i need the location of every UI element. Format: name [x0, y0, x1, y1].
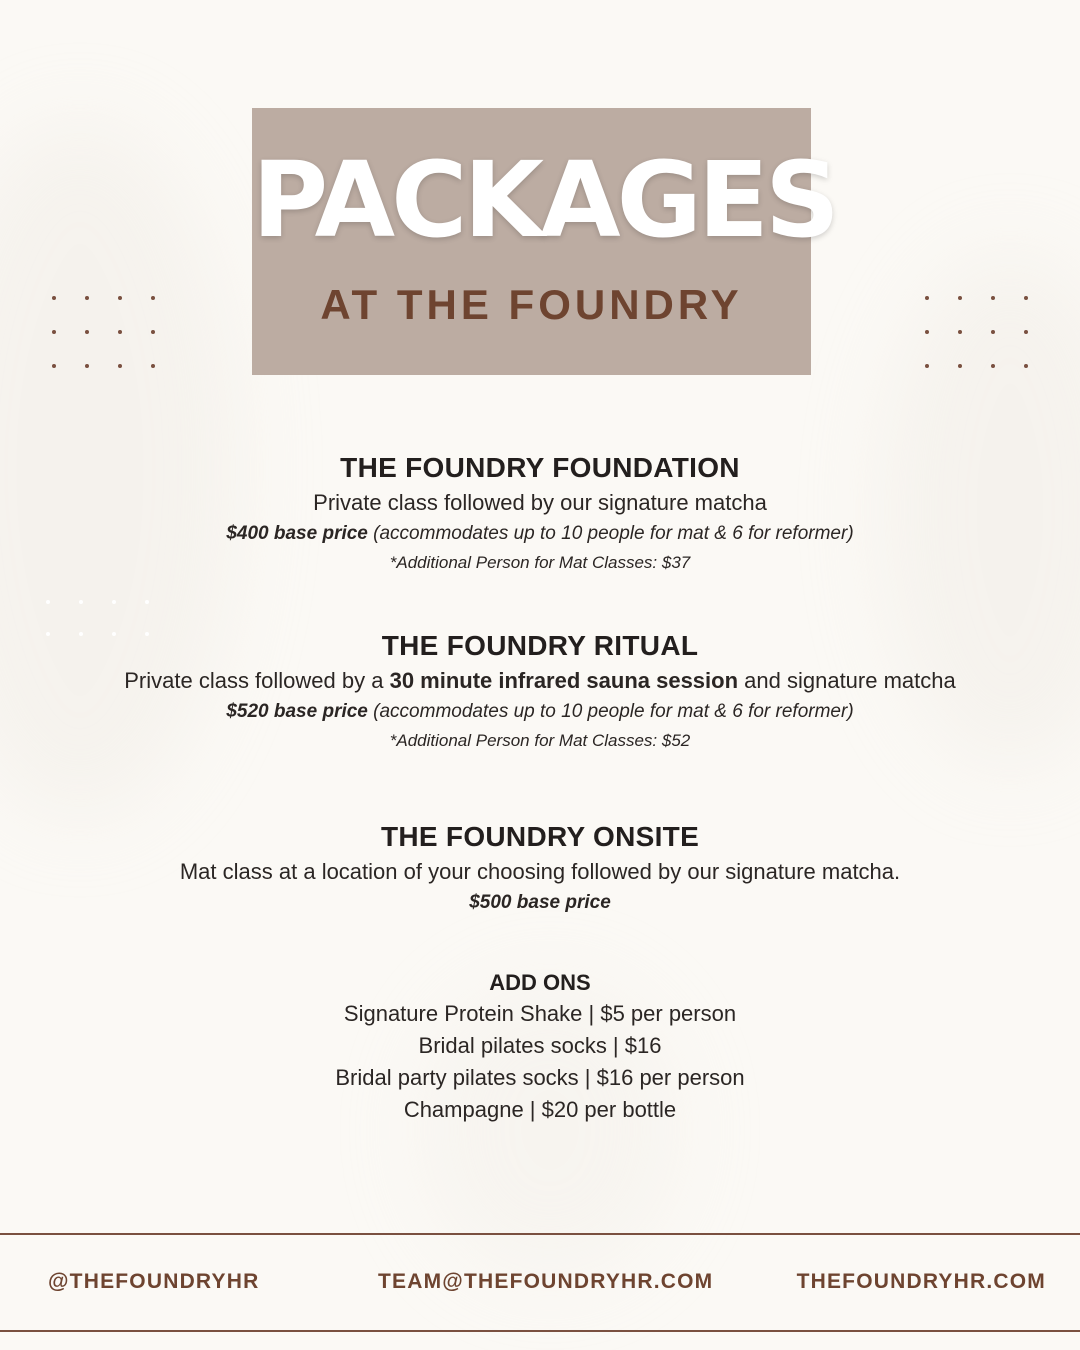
package-note: *Additional Person for Mat Classes: $37: [389, 553, 691, 572]
price-detail: (accommodates up to 10 people for mat & 6 for reformer): [367, 523, 854, 544]
page-title: PACKAGES: [252, 139, 836, 261]
package-description: [0, 664, 1080, 698]
title-banner: [252, 108, 836, 375]
page-subtitle: AT THE FOUNDRY: [320, 281, 743, 328]
package-ritual: [0, 628, 1080, 756]
package-note: *Additional Person for Mat Classes: $52: [389, 731, 691, 750]
package-title: THE FOUNDRY RITUAL: [381, 630, 699, 661]
description-text: and signature matcha: [738, 668, 956, 693]
addons-title: ADD ONS: [489, 970, 591, 995]
package-foundation: [0, 450, 1080, 578]
base-price: $520 base price: [226, 701, 368, 722]
package-description: Mat class at a location of your choosing followed by our signature matcha.: [179, 859, 901, 884]
package-title: THE FOUNDRY FOUNDATION: [340, 452, 740, 483]
addon-item: Champagne | $20 per bottle: [403, 1097, 677, 1122]
addon-item: Signature Protein Shake | $5 per person: [343, 1001, 737, 1026]
package-title: THE FOUNDRY ONSITE: [380, 821, 700, 852]
addon-item: Bridal party pilates socks | $16 per person: [335, 1065, 745, 1090]
package-price: [0, 698, 1080, 726]
addon-item: Bridal pilates socks | $16: [418, 1033, 662, 1058]
base-price: $400 base price: [226, 523, 368, 544]
email-link[interactable]: TEAM@THEFOUNDRYHR.COM: [378, 1270, 714, 1293]
price-detail: (accommodates up to 10 people for mat & 6 for reformer): [367, 701, 854, 722]
package-description: Private class followed by our signature matcha: [313, 490, 767, 515]
description-highlight: 30 minute infrared sauna session: [389, 668, 739, 693]
footer-divider-top: [0, 1233, 1080, 1235]
decorative-dot-grid-left: [52, 296, 162, 376]
addons-section: [0, 968, 1080, 1126]
package-price: [0, 520, 1080, 548]
package-price: [0, 889, 1080, 917]
instagram-handle[interactable]: @THEFOUNDRYHR: [48, 1270, 260, 1293]
website-link[interactable]: THEFOUNDRYHR.COM: [796, 1270, 1046, 1293]
package-onsite: [0, 819, 1080, 917]
base-price: $500 base price: [469, 892, 611, 913]
description-text: Private class followed by a: [124, 668, 390, 693]
footer-divider-bottom: [0, 1330, 1080, 1332]
decorative-dot-grid-right: [925, 296, 1035, 376]
